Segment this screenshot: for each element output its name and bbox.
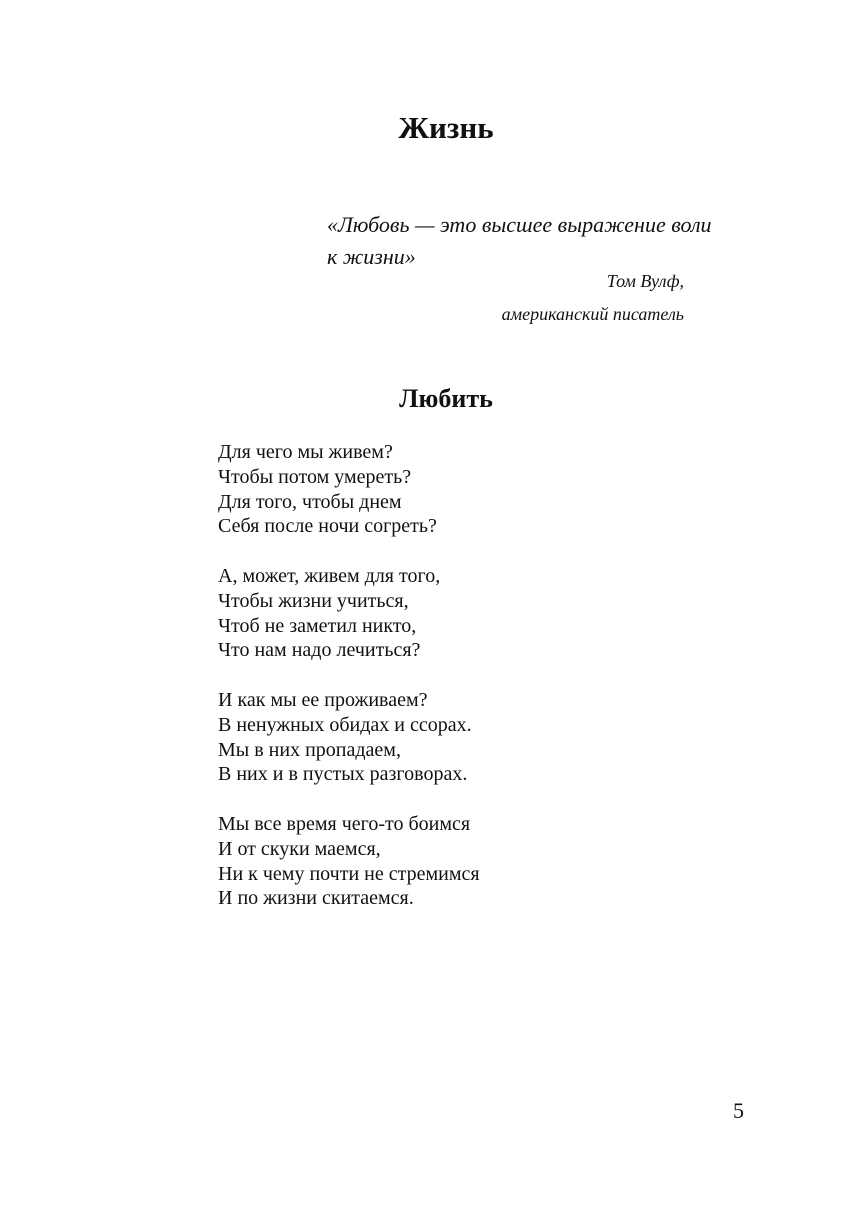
verse-line: И как мы ее проживаем? xyxy=(218,688,428,711)
poem-body xyxy=(218,440,480,911)
epigraph-author: Том Вулф, xyxy=(606,271,684,291)
verse-line: Себя после ночи согреть? xyxy=(218,515,437,538)
verse-line: В ненужных обидах и ссорах. xyxy=(218,713,472,736)
verse-line: Для чего мы живем? xyxy=(218,441,393,463)
verse-line: Ни к чему почти не стремимся xyxy=(218,862,480,885)
verse-line: Для того, чтобы днем xyxy=(218,490,402,513)
verse-line: А, может, живем для того, xyxy=(218,564,441,587)
poem-title: Любить xyxy=(399,384,493,413)
verse-line: Мы в них пропадаем, xyxy=(218,738,401,761)
verse-line: Что нам надо лечиться? xyxy=(218,639,421,662)
verse-line: Чтобы потом умереть? xyxy=(218,465,412,488)
verse-line: И от скуки маемся, xyxy=(218,837,381,860)
epigraph-author-role: американский писатель xyxy=(501,304,684,324)
stanza xyxy=(218,440,480,539)
verse-line: Чтобы жизни учиться, xyxy=(218,589,409,612)
stanza xyxy=(218,812,480,911)
page-number: 5 xyxy=(733,1098,744,1123)
stanza xyxy=(218,688,480,787)
chapter-title: Жизнь xyxy=(398,110,494,145)
verse-line: Чтоб не заметил никто, xyxy=(218,614,417,637)
verse-line: В них и в пустых разговорах. xyxy=(218,763,468,786)
verse-line: Мы все время чего-то боимся xyxy=(218,812,471,835)
stanza xyxy=(218,564,480,663)
epigraph-quote xyxy=(327,209,727,273)
epigraph-line: к жизни» xyxy=(327,244,416,269)
verse-line: И по жизни скитаемся. xyxy=(218,887,414,910)
epigraph-line: «Любовь — это высшее выражение воли xyxy=(327,212,712,237)
